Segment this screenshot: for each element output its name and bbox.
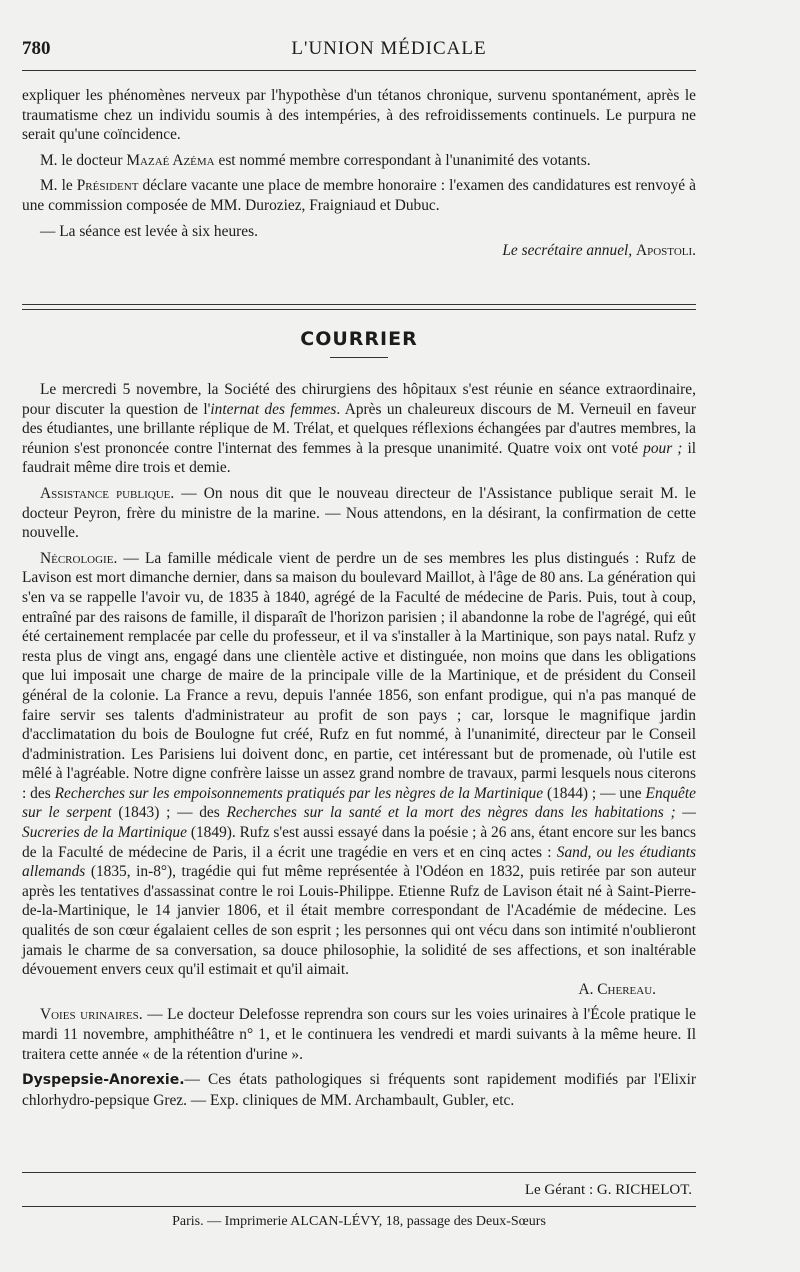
- text-run: est nommé membre correspondant à l'unanimité des votants.: [214, 151, 591, 169]
- italic-run: internat des femmes: [210, 400, 337, 418]
- text-run: M. le docteur: [40, 151, 127, 169]
- section-title: COURRIER: [300, 328, 418, 350]
- courrier-paragraph: [22, 484, 696, 543]
- section-rule-bottom: [22, 309, 696, 310]
- person-name: Mazaé Azéma: [126, 151, 215, 169]
- advertisement: [22, 1070, 696, 1110]
- signature-name: Apostoli.: [636, 242, 696, 260]
- text-run: — Le docteur Delefosse reprendra son cours sur les voies urinaires à l'École pratique le mardi 11 novembre, amphithéâtre n° 1, et le continuera les vendredi et mardi suivants à la même heure. Il traitera cette année « de la rétention d'urine ».: [22, 1006, 696, 1063]
- text-run: . Après un chaleureux discours de M. Verneuil en faveur des étudiantes, une brillante réplique de M. Trélat, et quelques réflexions échangées par d'autres membres, la réunion s'est prononcée contre l'internat des femmes à la presque unanimité. Quatre voix ont voté: [22, 400, 696, 457]
- rubric-heading: Assistance publique.: [40, 484, 175, 502]
- page-number: 780: [22, 38, 51, 59]
- signature-role: Le secrétaire annuel,: [502, 242, 636, 260]
- secretary-signature: [22, 241, 696, 261]
- text-run: (1849). Rufz s'est aussi essayé dans la poésie ; à 26 ans, étant encore sur les bancs de la Faculté de médecine de Paris, il a écrit une tragédie en vers et en cinq actes :: [22, 824, 696, 861]
- text-run: (1835, in-8°), tragédie qui fut même représentée à l'Odéon en 1832, puis retirée par son auteur après les tentatives d'assassinat contre le roi Louis-Philippe. Etienne Rufz de Lavison était né à Saint-Pierre-de-la-Martinique, le 14 janvier 1806, et il était membre correspondant de l'Académie de médecine. Les qualités de son cœur égalaient celles de son esprit ; les personnes qui ont vécu dans son intimité n'oublieront jamais le charme de sa conversation, sa douce philosophie, la solidité de ses affections, et son inaltérable dévouement envers ceux qu'il estimait et qu'il aimait.: [22, 863, 696, 979]
- text-run: — La famille médicale vient de perdre un de ses membres les plus distingués : Rufz de Lavison est mort dimanche dernier, dans sa maison du boulevard Maillot, à l'âge de 80 ans. La génération qui s'en va se rappelle l'avoir vu, de 1835 à 1840, agrégé de la Faculté de médecine de Paris. Puis, tout à coup, entraîné par des raisons de famille, il disparaît de l'horizon parisien ; il abandonne la robe de l'agrégé, qui eût été certainement remplacée par celle du professeur, et il va s'installer à la Martinique, son pays natal. Rufz y resta plus de vingt ans, engagé dans une clientèle active et distinguée, non moins que dans les obligations que lui imposait une charge de maire de la principale ville de la Martinique, et de président du Conseil général de la colonie. La France a revu, depuis l'année 1856, son enfant prodigue, qui n'a pas manqué de faire servir ses talents d'administrateur au profit de son pays ; car, lorsque le magnifique jardin d'acclimatation du bois de Boulogne fut créé, Rufz en fut nommé, à l'unanimité, directeur par le Conseil d'administration. Les Parisiens lui doivent donc, en partie, cet intéressant but de promenade, où l'utile est mêlé à l'agréable. Notre digne confrère laisse un assez grand nombre de travaux, parmi lesquels nous citerons : des: [22, 549, 696, 802]
- italic-run: Enquête sur le serpent: [22, 784, 696, 822]
- text-run: — Ces états pathologiques si fréquents sont rapidement modifiés par l'Elixir chlorhydro-pepsique Grez. — Exp. cliniques de MM. Archambault, Gubler, etc.: [22, 1071, 696, 1109]
- minutes-paragraph: — La séance est levée à six heures.: [40, 222, 258, 240]
- text-run: déclare vacante une place de membre honoraire : l'examen des candidatures est renvoyé à une commission composée de MM. Duroziez, Fraigniaud et Dubuc.: [22, 177, 696, 214]
- obituary-signature: A. Chereau.: [578, 980, 656, 998]
- gerant-signature: Le Gérant : G. RICHELOT.: [524, 1182, 692, 1198]
- minutes-paragraph: [22, 151, 696, 171]
- courrier-paragraph: [22, 1005, 696, 1064]
- section-rule-top: [22, 304, 696, 305]
- person-title: Président: [76, 177, 139, 195]
- journal-title: L'UNION MÉDICALE: [291, 38, 487, 59]
- footer-rule-bottom: [22, 1206, 696, 1207]
- text-run: (1844) ; — une: [543, 784, 646, 802]
- italic-run: Recherches sur les empoisonnements pratiqués par les nègres de la Martinique: [54, 784, 544, 802]
- minutes-paragraph: [22, 176, 696, 215]
- text-run: Le mercredi 5 novembre, la Société des chirurgiens des hôpitaux s'est réunie en séance extraordinaire, pour discuter la question de l': [22, 381, 696, 418]
- text-run: — On nous dit que le nouveau directeur de l'Assistance publique serait M. le docteur Peyron, frère du ministre de la marine. — Nous attendons, en la désirant, la confirmation de cette nouvelle.: [22, 484, 696, 542]
- minutes-paragraph: expliquer les phénomènes nerveux par l'hypothèse d'un tétanos chronique, survenu spontanément, après le traumatisme chez un individu soumis à des intempéries, à des refroidissements continuels. Le purpura ne serait qu'une coïncidence.: [22, 87, 696, 144]
- header-rule: [22, 70, 696, 71]
- italic-run: pour ;: [643, 439, 683, 457]
- text-run: il faudrait même dire trois et demie.: [22, 439, 696, 477]
- courrier-section: [22, 380, 696, 1116]
- title-underline: [330, 357, 388, 358]
- courrier-paragraph: [22, 380, 696, 478]
- footer-rule-top: [22, 1172, 696, 1173]
- italic-run: Recherches sur la santé et la mort des nègres dans les habitations ; — Sucreries de la Martinique: [22, 804, 696, 842]
- obituary-paragraph: [22, 549, 696, 980]
- minutes-section: [22, 86, 696, 261]
- italic-run: Sand, ou les étudiants allemands: [22, 843, 696, 881]
- rubric-heading: Nécrologie.: [40, 549, 118, 567]
- ad-heading: Dyspepsie-Anorexie.: [22, 1072, 185, 1089]
- text-run: (1843) ; — des: [111, 804, 227, 822]
- text-run: M. le: [40, 177, 77, 195]
- running-header: [22, 38, 756, 62]
- rubric-heading: Voies urinaires.: [40, 1006, 143, 1024]
- printer-imprint: Paris. — Imprimerie ALCAN-LÉVY, 18, passage des Deux-Sœurs: [172, 1214, 546, 1229]
